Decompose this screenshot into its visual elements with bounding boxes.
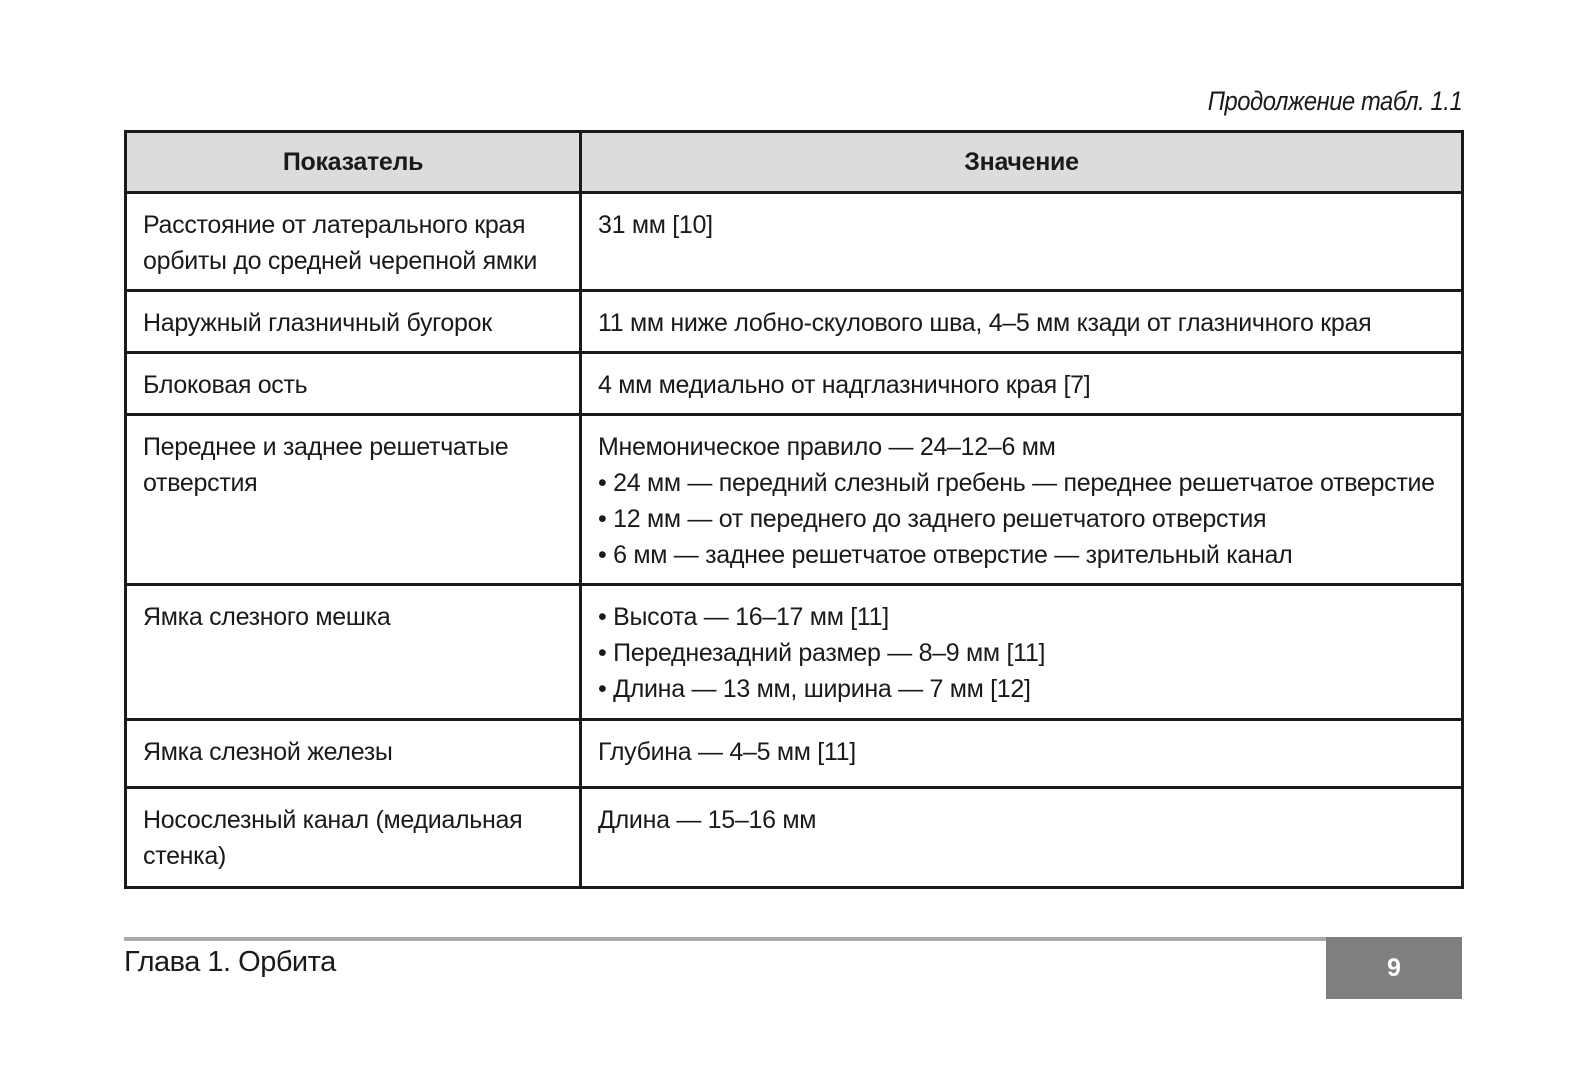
indicator-text: Блоковая ость <box>143 371 308 399</box>
indicator-cell <box>126 291 581 353</box>
table-row <box>126 585 1463 720</box>
page-number: 9 <box>1387 953 1401 982</box>
indicator-text: стенка) <box>143 842 226 870</box>
indicator-text: орбиты до средней черепной ямки <box>143 247 538 275</box>
table-row <box>126 353 1463 415</box>
indicator-cell <box>126 193 581 291</box>
orbit-parameters-table <box>124 130 1464 889</box>
chapter-title: Глава 1. Орбита <box>124 946 336 978</box>
indicator-text: Наружный глазничный бугорок <box>143 309 492 337</box>
table-header-row <box>126 132 1463 193</box>
indicator-text: отверстия <box>143 469 258 497</box>
table-row <box>126 415 1463 585</box>
value-text: 31 мм [10] <box>598 211 713 239</box>
value-text: Мнемоническое правило — 24–12–6 мм <box>598 433 1056 461</box>
page-number-badge <box>1326 937 1462 999</box>
header-value: Значение <box>581 132 1463 193</box>
indicator-text: Переднее и заднее решетчатые <box>143 433 509 461</box>
value-cell <box>581 353 1463 415</box>
value-cell <box>581 415 1463 585</box>
value-cell <box>581 720 1463 788</box>
value-cell <box>581 788 1463 888</box>
table-row <box>126 193 1463 291</box>
header-indicator: Показатель <box>126 132 581 193</box>
value-text: Глубина — 4–5 мм [11] <box>598 738 856 766</box>
value-bullet: • 24 мм — передний слезный гребень — переднее решетчатое отверстие <box>598 469 1435 497</box>
table-row <box>126 291 1463 353</box>
table-row <box>126 788 1463 888</box>
value-cell <box>581 291 1463 353</box>
table-row <box>126 720 1463 788</box>
table-continuation-caption: Продолжение табл. 1.1 <box>1207 86 1462 116</box>
indicator-text: Ямка слезного мешка <box>143 603 391 631</box>
value-bullet: • Переднезадний размер — 8–9 мм [11] <box>598 639 1046 667</box>
footer-divider <box>124 937 1338 941</box>
indicator-text: Ямка слезной железы <box>143 738 393 766</box>
value-text: Длина — 15–16 мм <box>598 806 817 834</box>
value-cell <box>581 585 1463 720</box>
value-text: 11 мм ниже лобно-скулового шва, 4–5 мм кзади от глазничного края <box>598 309 1372 337</box>
value-text: 4 мм медиально от надглазничного края [7] <box>598 371 1091 399</box>
indicator-text: Носослезный канал (медиальная <box>143 806 523 834</box>
value-bullet: • 6 мм — заднее решетчатое отверстие — зрительный канал <box>598 541 1293 569</box>
indicator-cell <box>126 415 581 585</box>
indicator-cell <box>126 585 581 720</box>
indicator-cell <box>126 788 581 888</box>
indicator-cell <box>126 720 581 788</box>
value-cell <box>581 193 1463 291</box>
value-bullet: • Длина — 13 мм, ширина — 7 мм [12] <box>598 675 1031 703</box>
value-bullet: • Высота — 16–17 мм [11] <box>598 603 889 631</box>
value-bullet: • 12 мм — от переднего до заднего решетчатого отверстия <box>598 505 1267 533</box>
indicator-cell <box>126 353 581 415</box>
indicator-text: Расстояние от латерального края <box>143 211 526 239</box>
